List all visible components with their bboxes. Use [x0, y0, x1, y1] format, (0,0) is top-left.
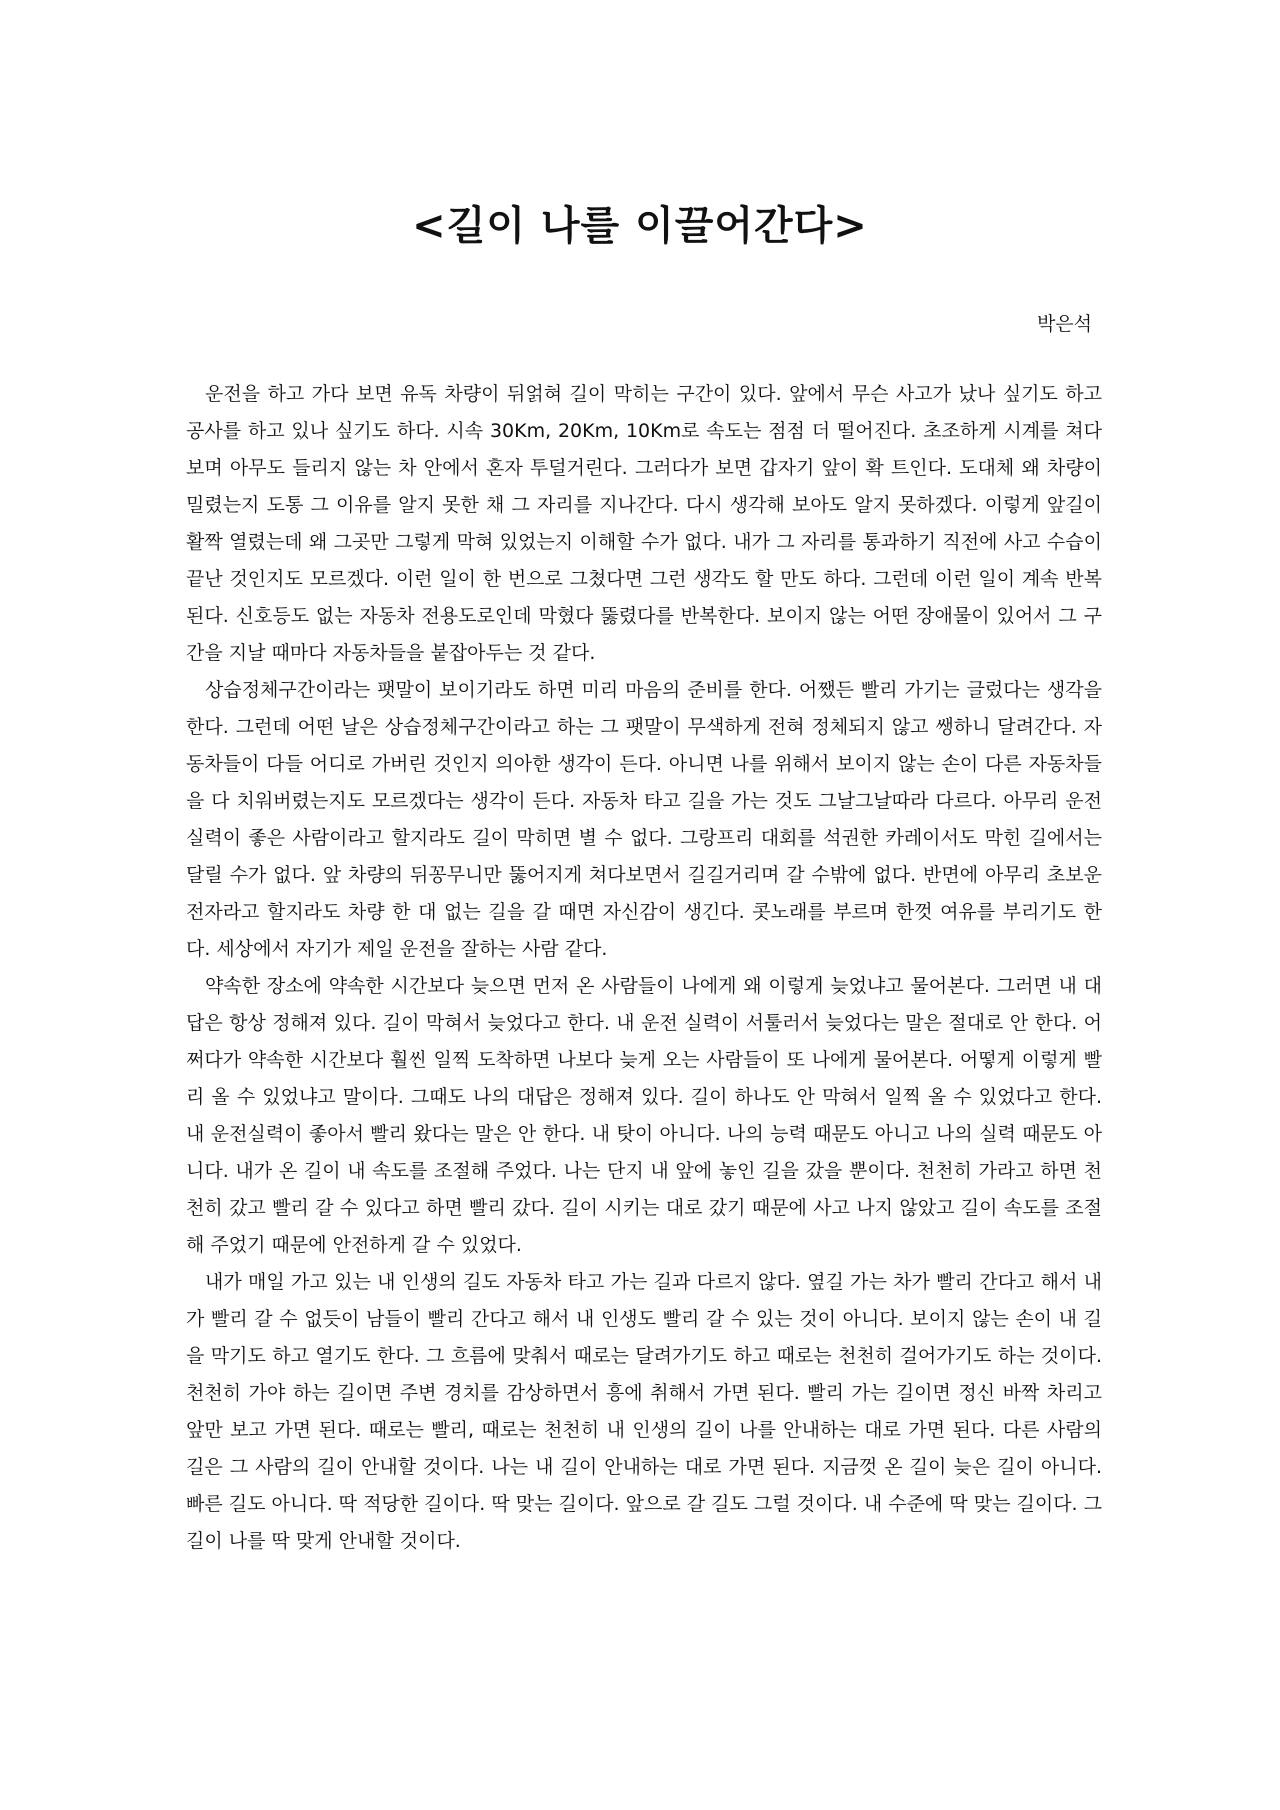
document-title: <길이 나를 이끌어간다>: [412, 203, 868, 249]
paragraph: 운전을 하고 가다 보면 유독 차량이 뒤얽혀 길이 막히는 구간이 있다. 앞에서 무슨 사고가 났나 싶기도 하고 공사를 하고 있나 싶기도 하다. 시속 30Km, 20Km, 10Km로 속도는 점점 더 떨어진다. 초조하게 시계를 쳐다보며 아무도 들리지 않는 차 안에서 혼자 투덜거린다. 그러다가 보면 갑자기 앞이 확 트인다. 도대체 왜 차량이 밀렸는지 도통 그 이유를 알지 못한 채 그 자리를 지나간다. 다시 생각해 보아도 알지 못하겠다. 이렇게 앞길이 활짝 열렸는데 왜 그곳만 그렇게 막혀 있었는지 이해할 수가 없다. 내가 그 자리를 통과하기 직전에 사고 수습이 끝난 것인지도 모르겠다. 이런 일이 한 번으로 그쳤다면 그런 생각도 할 만도 하다. 그런데 이런 일이 계속 반복된다. 신호등도 없는 자동차 전용도로인데 막혔다 뚫렸다를 반복한다. 보이지 않는 어떤 장애물이 있어서 그 구간을 지날 때마다 자동차들을 붙잡아두는 것 같다.: [186, 383, 1102, 664]
paragraph: 내가 매일 가고 있는 내 인생의 길도 자동차 타고 가는 길과 다르지 않다. 옆길 가는 차가 빨리 간다고 해서 내가 빨리 갈 수 없듯이 남들이 빨리 간다고 해서 내 인생도 빨리 갈 수 있는 것이 아니다. 보이지 않는 손이 내 길을 막기도 하고 열기도 한다. 그 흐름에 맞춰서 때로는 달려가기도 하고 때로는 천천히 걸어가기도 하는 것이다. 천천히 가야 하는 길이면 주변 경치를 감상하면서 흥에 취해서 가면 된다. 빨리 가는 길이면 정신 바짝 차리고 앞만 보고 가면 된다. 때로는 빨리, 때로는 천천히 내 인생의 길이 나를 안내하는 대로 가면 된다. 다른 사람의 길은 그 사람의 길이 안내할 것이다. 나는 내 길이 안내하는 대로 가면 된다. 지금껏 온 길이 늦은 길이 아니다. 빠른 길도 아니다. 딱 적당한 길이다. 딱 맞는 길이다. 앞으로 갈 길도 그럴 것이다. 내 수준에 딱 맞는 길이다. 그 길이 나를 딱 맞게 안내할 것이다.: [186, 1271, 1102, 1552]
essay-body: [186, 376, 1102, 1560]
paragraph: 약속한 장소에 약속한 시간보다 늦으면 먼저 온 사람들이 나에게 왜 이렇게 늦었냐고 물어본다. 그러면 내 대답은 항상 정해져 있다. 길이 막혀서 늦었다고 한다. 내 운전 실력이 서툴러서 늦었다는 말은 절대로 안 한다. 어쩌다가 약속한 시간보다 훨씬 일찍 도착하면 나보다 늦게 오는 사람들이 또 나에게 물어본다. 어떻게 이렇게 빨리 올 수 있었냐고 말이다. 그때도 나의 대답은 정해져 있다. 길이 하나도 안 막혀서 일찍 올 수 있었다고 한다. 내 운전실력이 좋아서 빨리 왔다는 말은 안 한다. 내 탓이 아니다. 나의 능력 때문도 아니고 나의 실력 때문도 아니다. 내가 온 길이 내 속도를 조절해 주었다. 나는 단지 내 앞에 놓인 길을 갔을 뿐이다. 천천히 가라고 하면 천천히 갔고 빨리 갈 수 있다고 하면 빨리 갔다. 길이 시키는 대로 갔기 때문에 사고 나지 않았고 길이 속도를 조절해 주었기 때문에 안전하게 갈 수 있었다.: [186, 975, 1102, 1256]
paragraph: 상습정체구간이라는 팻말이 보이기라도 하면 미리 마음의 준비를 한다. 어쨌든 빨리 가기는 글렀다는 생각을 한다. 그런데 어떤 날은 상습정체구간이라고 하는 그 팻말이 무색하게 전혀 정체되지 않고 쌩하니 달려간다. 자동차들이 다들 어디로 가버린 것인지 의아한 생각이 든다. 아니면 나를 위해서 보이지 않는 손이 다른 자동차들을 다 치워버렸는지도 모르겠다는 생각이 든다. 자동차 타고 길을 가는 것도 그날그날따라 다르다. 아무리 운전 실력이 좋은 사람이라고 할지라도 길이 막히면 별 수 없다. 그랑프리 대회를 석권한 카레이서도 막힌 길에서는 달릴 수가 없다. 앞 차량의 뒤꽁무니만 뚫어지게 쳐다보면서 길길거리며 갈 수밖에 없다. 반면에 아무리 초보운전자라고 할지라도 차량 한 대 없는 길을 갈 때면 자신감이 생긴다. 콧노래를 부르며 한껏 여유를 부리기도 한다. 세상에서 자기가 제일 운전을 잘하는 사람 같다.: [186, 679, 1102, 960]
author-name: 박은석: [1036, 313, 1092, 335]
